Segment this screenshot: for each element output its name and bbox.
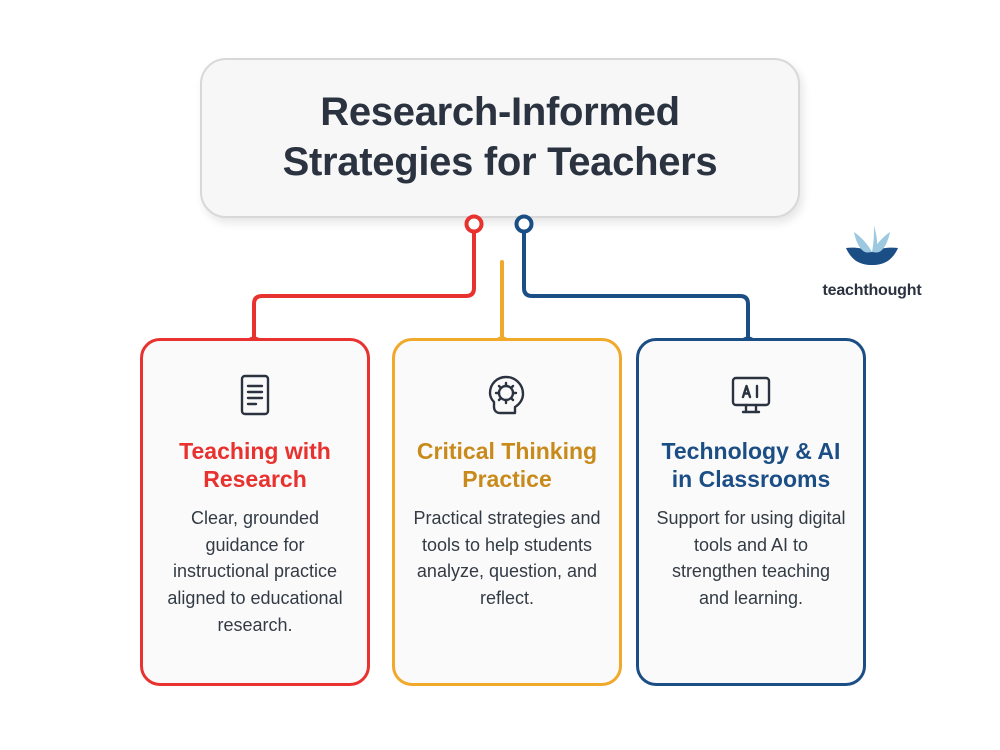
connector-node-red-top: [467, 217, 482, 232]
card-description: Clear, grounded guidance for instructional practice aligned to educational research.: [167, 508, 343, 635]
connector-node-blue-top: [517, 217, 532, 232]
title-line-1: Research-Informed: [320, 90, 680, 135]
brand-logo: [812, 222, 932, 300]
open-book-rays-icon: [812, 222, 932, 278]
card-title: Critical Thinking Practice: [416, 438, 598, 493]
card-teaching-with-research[interactable]: [140, 338, 370, 686]
title-card: [200, 58, 800, 218]
card-title: Teaching with Research: [179, 438, 331, 493]
card-title: Technology & AI in Classrooms: [661, 438, 841, 493]
monitor-ai-icon: [723, 367, 779, 423]
card-technology-ai-in-classrooms[interactable]: [636, 338, 866, 686]
brand-name: teachthought: [822, 282, 922, 299]
title-line-2: Strategies for Teachers: [282, 140, 718, 184]
card-critical-thinking-practice[interactable]: [392, 338, 622, 686]
card-description: Practical strategies and tools to help students analyze, question, and reflect.: [413, 508, 601, 608]
page-title: [265, 88, 736, 187]
document-lines-icon: [227, 367, 283, 423]
card-description: Support for using digital tools and AI to strengthen teaching and learning.: [656, 508, 846, 608]
head-gear-brain-icon: [479, 367, 535, 423]
